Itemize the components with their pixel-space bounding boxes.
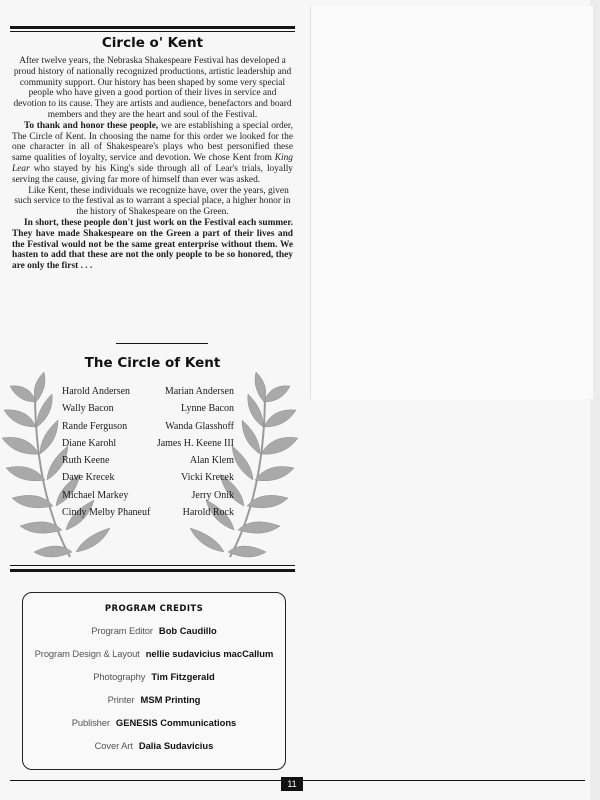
credit-role: Publisher bbox=[71, 717, 110, 728]
credit-name: Tim Fitzgerald bbox=[151, 671, 215, 682]
mid-rule-thin bbox=[10, 565, 295, 566]
top-rule-thin bbox=[10, 31, 295, 32]
paragraph-in-short: In short, these people don't just work on the Festival each summer. They have made Shakespeare on the Green a part of their lives and the Festival would not be the same great enterprise without them. We hasten to add that these are not the only people to be so honored, they are only the first . . . bbox=[12, 217, 293, 272]
credit-role: Program Editor bbox=[91, 625, 153, 636]
member-name-left: Michael Markey bbox=[62, 489, 129, 501]
credit-role: Program Design & Layout bbox=[34, 648, 140, 659]
credit-name: Bob Caudillo bbox=[158, 625, 217, 636]
member-name-right: Wanda Glasshoff bbox=[165, 420, 234, 432]
credit-role: Printer bbox=[107, 694, 135, 705]
member-row bbox=[62, 452, 234, 469]
credit-role: Photography bbox=[93, 671, 146, 682]
member-row bbox=[62, 383, 234, 400]
credit-row bbox=[23, 671, 285, 682]
credit-role: Cover Art bbox=[94, 740, 133, 751]
member-name-right: Jerry Onik bbox=[191, 489, 234, 501]
member-name-left: Wally Bacon bbox=[62, 403, 114, 415]
credit-name: GENESIS Communications bbox=[115, 717, 237, 728]
credit-row bbox=[23, 648, 285, 659]
member-name-left: Dave Krecek bbox=[62, 472, 115, 484]
program-credits-box bbox=[22, 592, 286, 770]
credit-name: nellie sudavicius macCallum bbox=[145, 648, 274, 659]
circle-title: The Circle of Kent bbox=[84, 355, 221, 371]
member-name-right: Alan Klem bbox=[189, 455, 234, 467]
paragraph-order-text-end: who stayed by his King's side through all of Lear's trials, loyally serving the cause, giving far more of himself than ever was asked. bbox=[12, 163, 293, 185]
credit-row bbox=[23, 717, 285, 728]
member-row bbox=[62, 400, 234, 417]
member-name-right: Lynne Bacon bbox=[180, 403, 234, 415]
member-row bbox=[62, 504, 234, 521]
member-name-left: Cindy Melby Phaneuf bbox=[62, 507, 151, 519]
page-number: 11 bbox=[281, 777, 303, 791]
credits-title: PROGRAM CREDITS bbox=[104, 604, 204, 614]
member-name-left: Rande Ferguson bbox=[62, 420, 128, 432]
blank-right-panel bbox=[310, 6, 593, 399]
member-row bbox=[62, 418, 234, 435]
section-body bbox=[12, 56, 293, 272]
member-row bbox=[62, 469, 234, 486]
member-row bbox=[62, 487, 234, 504]
paragraph-intro: After twelve years, the Nebraska Shakespeare Festival has developed a proud history of nationally recognized productions, artistic leadership and community support. Our history has been shaped by some very special people who have given a good portion of their lives in service and devotion to its cause. They are artists and audience, benefactors and board members and they are the heart and soul of the Festival. bbox=[13, 56, 292, 120]
member-name-right: James H. Keene III bbox=[156, 437, 234, 449]
paragraph-like-kent: Like Kent, these individuals we recognize have, over the years, given such service to the festival as to warrant a special place, a higher honor in the history of Shakespeare on the Green. bbox=[14, 185, 291, 218]
credit-row bbox=[23, 740, 285, 751]
member-list bbox=[62, 383, 234, 521]
credit-name: Dalia Sudavicius bbox=[138, 740, 214, 751]
member-name-right: Harold Rock bbox=[182, 507, 234, 519]
credit-row bbox=[23, 694, 285, 705]
credit-row bbox=[23, 625, 285, 636]
paragraph-order-lead: To thank and honor these people, bbox=[24, 120, 159, 131]
mid-rule bbox=[10, 569, 295, 572]
top-rule bbox=[10, 26, 295, 29]
paragraph-order-text: we are establishing a special order, The Circle of Kent. In choosing the name for this order we looked for the one character in all of Shakespeare's plays who best personified these same qualities of loyalty, service and devotion. We chose Kent from bbox=[12, 120, 293, 164]
play-title: King Lear bbox=[12, 153, 293, 174]
section-title: Circle o' Kent bbox=[101, 35, 204, 51]
member-name-left: Ruth Keene bbox=[62, 455, 110, 467]
member-row bbox=[62, 435, 234, 452]
paragraph-order bbox=[12, 121, 293, 186]
member-name-right: Vicki Krecek bbox=[181, 472, 234, 484]
credit-name: MSM Printing bbox=[140, 694, 201, 705]
short-divider bbox=[116, 343, 208, 344]
member-name-right: Marian Andersen bbox=[164, 386, 234, 397]
member-name-left: Diane Karohl bbox=[62, 437, 117, 449]
member-name-left: Harold Andersen bbox=[62, 386, 131, 397]
